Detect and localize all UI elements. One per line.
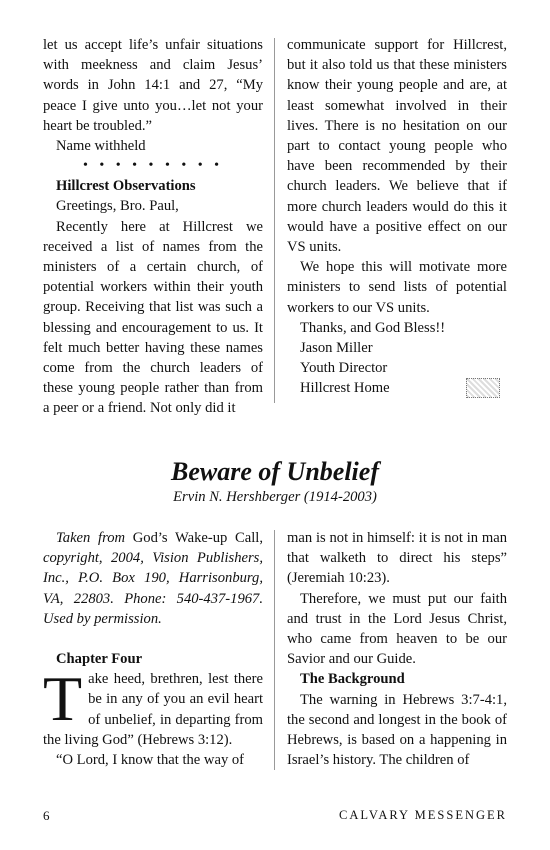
article-author: Ervin N. Hershberger (1914-2003) xyxy=(173,489,377,505)
source-taken: Taken from xyxy=(56,530,126,546)
top-right-column xyxy=(287,35,507,399)
body-paragraph: Recently here at Hillcrest we received a list of names from the ministers of a certain church, of potential workers within their youth group. Receiving that list was such a blessing and encouragement to us. It felt much better having these names come from the church leaders of these young people rather than from a peer or a friend. Not only did it xyxy=(43,218,263,417)
source-book: God’s Wake-up Call, xyxy=(132,530,263,546)
signer-organization: Hillcrest Home xyxy=(300,380,390,397)
section-heading: The Background xyxy=(300,671,405,688)
top-left-column xyxy=(43,35,263,419)
body-paragraph: The warning in Hebrews 3:7-4:1, the second and longest in the book of Hebrews, is based on a happening in Israel’s history. The children of xyxy=(287,691,507,769)
bottom-right-column xyxy=(287,528,507,770)
bottom-left-column xyxy=(43,528,263,770)
letter-paragraph: let us accept life’s unfair situations with meekness and claim Jesus’ words in John 14:1 and 27, “My peace I give unto you…let not your heart be troubled.” xyxy=(43,37,263,134)
letter-closing: Thanks, and God Bless!! xyxy=(300,319,446,336)
letter-signature: Name withheld xyxy=(56,138,146,155)
section-separator: • • • • • • • • • xyxy=(82,158,224,174)
letter-greeting: Greetings, Bro. Paul, xyxy=(56,198,179,215)
body-paragraph: communicate support for Hillcrest, but it also told us that these ministers know their young people and are, at least somewhat involved in their lives. There is no hesitation on our part to contact young people who have been recommended by their church leaders. We believe that if more church leaders would do this it would have a positive effect on our VS units. xyxy=(287,37,507,256)
source-details: copyright, 2004, Vision Publishers, Inc., P.O. Box 190, Harrisonburg, VA, 22803. Phone: 540-437-1967. Used by permission. xyxy=(43,550,263,627)
source-note xyxy=(43,528,263,629)
article-title: Beware of Unbelief xyxy=(171,457,379,486)
publication-name: CALVARY MESSENGER xyxy=(339,808,507,822)
opening-text: ake heed, brethren, lest there be in any of you an evil heart of unbelief, in departing from the living God” (Hebrews 3:12). xyxy=(43,671,263,748)
column-divider xyxy=(274,530,275,770)
body-paragraph: We hope this will motivate more ministers to send lists of potential workers to our VS units. xyxy=(287,259,507,316)
chapter-heading: Chapter Four xyxy=(56,651,143,668)
signer-role: Youth Director xyxy=(300,360,388,377)
page-number: 6 xyxy=(43,808,50,823)
opening-paragraph xyxy=(43,663,263,750)
body-paragraph: “O Lord, I know that the way of xyxy=(56,752,245,769)
section-heading: Hillcrest Observations xyxy=(56,178,196,195)
signer-name: Jason Miller xyxy=(300,340,373,357)
body-paragraph: Therefore, we must put our faith and trust in the Lord Jesus Christ, who came from heaven to be our Savior and our Guide. xyxy=(287,590,507,668)
decorative-stamp-icon xyxy=(466,378,500,398)
spacer xyxy=(43,629,263,649)
body-paragraph: man is not in himself: it is not in man that walketh to direct his steps” (Jeremiah 10:23). xyxy=(287,530,507,587)
drop-cap: T xyxy=(43,663,83,735)
column-divider xyxy=(274,38,275,403)
